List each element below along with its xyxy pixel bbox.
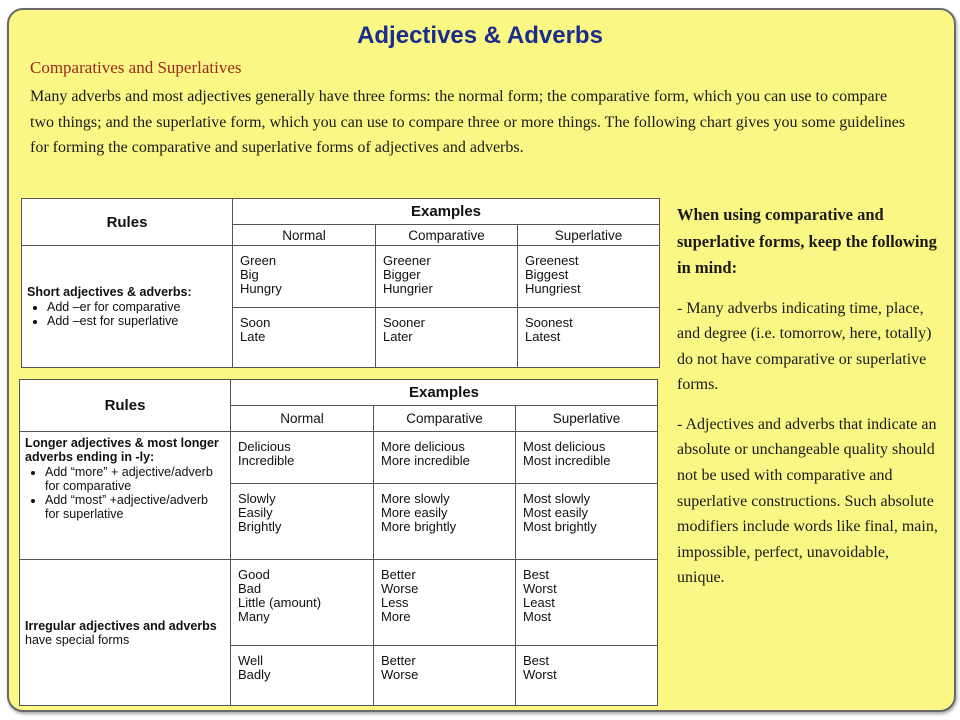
example-word: Later [383,329,413,344]
rule-irregular [20,560,231,706]
example-cell [374,484,516,560]
example-word: Worst [523,667,557,682]
page-title: Adjectives & Adverbs [357,22,603,49]
longer-forms-table [19,379,658,706]
example-cell [376,246,518,308]
example-word: Most [523,609,552,624]
example-word: Hungrier [383,281,433,296]
example-word: Most incredible [523,453,611,468]
example-word: Easily [238,505,273,520]
rule-title-bold: Irregular adjectives and adverbs [25,618,217,633]
example-word: Slowly [238,491,276,506]
example-word: Best [523,567,550,582]
example-cell [374,432,516,484]
rule-bullet: • Add –est for superlative [47,314,227,328]
column-header-comparative: Comparative [376,225,518,246]
example-word: Greener [383,253,431,268]
example-word: Most easily [523,505,589,520]
example-cell [231,432,374,484]
example-word: More easily [381,505,448,520]
example-cell [518,308,660,368]
example-word: Less [381,595,409,610]
example-word: Brightly [238,519,282,534]
rule-title-rest: have special forms [25,632,130,647]
example-word: Bad [238,581,262,596]
column-header-normal: Normal [233,225,376,246]
example-cell [233,246,376,308]
example-cell [516,432,658,484]
example-cell [518,246,660,308]
example-word: Greenest [525,253,579,268]
example-cell [516,560,658,646]
example-cell [374,560,516,646]
examples-header: Examples [233,199,660,225]
side-notes [677,202,939,591]
side-heading: When using comparative and superlative forms, keep the following in mind: [677,205,937,277]
example-word: Well [238,653,264,668]
example-word: Biggest [525,267,569,282]
example-word: Green [240,253,277,268]
example-word: Best [523,653,550,668]
side-point-time-place: - Many adverbs indicating time, place, and degree (i.e. tomorrow, here, totally) do not have comparative or superlative forms. [677,299,932,394]
rule-title: Short adjectives & adverbs: [27,285,192,299]
example-word: Latest [525,329,561,344]
rules-header: Rules [20,380,231,432]
example-word: More brightly [381,519,457,534]
example-word: More delicious [381,439,465,454]
examples-header: Examples [231,380,658,406]
column-header-superlative: Superlative [516,406,658,432]
rule-longer [20,432,231,560]
example-word: Worse [381,667,419,682]
example-word: Big [240,267,259,282]
intro-paragraph: Many adverbs and most adjectives generally have three forms: the normal form; the comparative form, which you can use to compare two things; and the superlative form, which you can use to compare three or more things. The following chart gives you some guidelines for forming the comparative and superlative forms of adjectives and adverbs. [30,88,906,156]
example-cell [376,308,518,368]
example-word: Late [240,329,266,344]
rule-bullet: • Add “most” +adjective/adverb for superlative [45,493,225,521]
rule-title: Longer adjectives & most longer adverbs ending in -ly: [25,436,219,464]
example-cell [516,484,658,560]
example-word: Better [381,653,416,668]
example-word: Badly [238,667,271,682]
example-cell [374,646,516,706]
rule-bullets [25,465,225,521]
example-word: Hungriest [525,281,581,296]
example-word: Most brightly [523,519,597,534]
rule-bullet: • Add “more” + adjective/adverb for comparative [45,465,225,493]
example-word: Delicious [238,439,291,454]
example-cell [233,308,376,368]
example-word: Least [523,595,555,610]
column-header-comparative: Comparative [374,406,516,432]
example-word: Most slowly [523,491,591,506]
example-word: Better [381,567,416,582]
example-word: More slowly [381,491,450,506]
example-word: Bigger [383,267,421,282]
example-word: More incredible [381,453,470,468]
example-word: Good [238,567,270,582]
example-word: Soonest [525,315,573,330]
example-cell [231,560,374,646]
example-word: Many [238,609,270,624]
side-point-absolute-modifiers: - Adjectives and adverbs that indicate an absolute or unchangeable quality should not be used with comparative and superlative constructions. Such absolute modifiers include words like final, main, impossible, perfect, unavoidable, unique. [677,415,938,587]
rule-bullet: • Add –er for comparative [47,300,227,314]
example-word: Soon [240,315,271,330]
section-subtitle: Comparatives and Superlatives [30,58,242,77]
example-word: Most delicious [523,439,606,454]
rule-bullets [27,300,227,328]
example-cell [231,484,374,560]
short-forms-table [21,198,660,368]
example-word: Hungry [240,281,282,296]
example-word: Sooner [383,315,425,330]
example-word: Worse [381,581,419,596]
rules-header: Rules [22,199,233,246]
column-header-normal: Normal [231,406,374,432]
column-header-superlative: Superlative [518,225,660,246]
example-word: Incredible [238,453,295,468]
example-cell [231,646,374,706]
example-word: More [381,609,411,624]
rule-short [22,246,233,368]
example-word: Little (amount) [238,595,322,610]
example-cell [516,646,658,706]
example-word: Worst [523,581,557,596]
